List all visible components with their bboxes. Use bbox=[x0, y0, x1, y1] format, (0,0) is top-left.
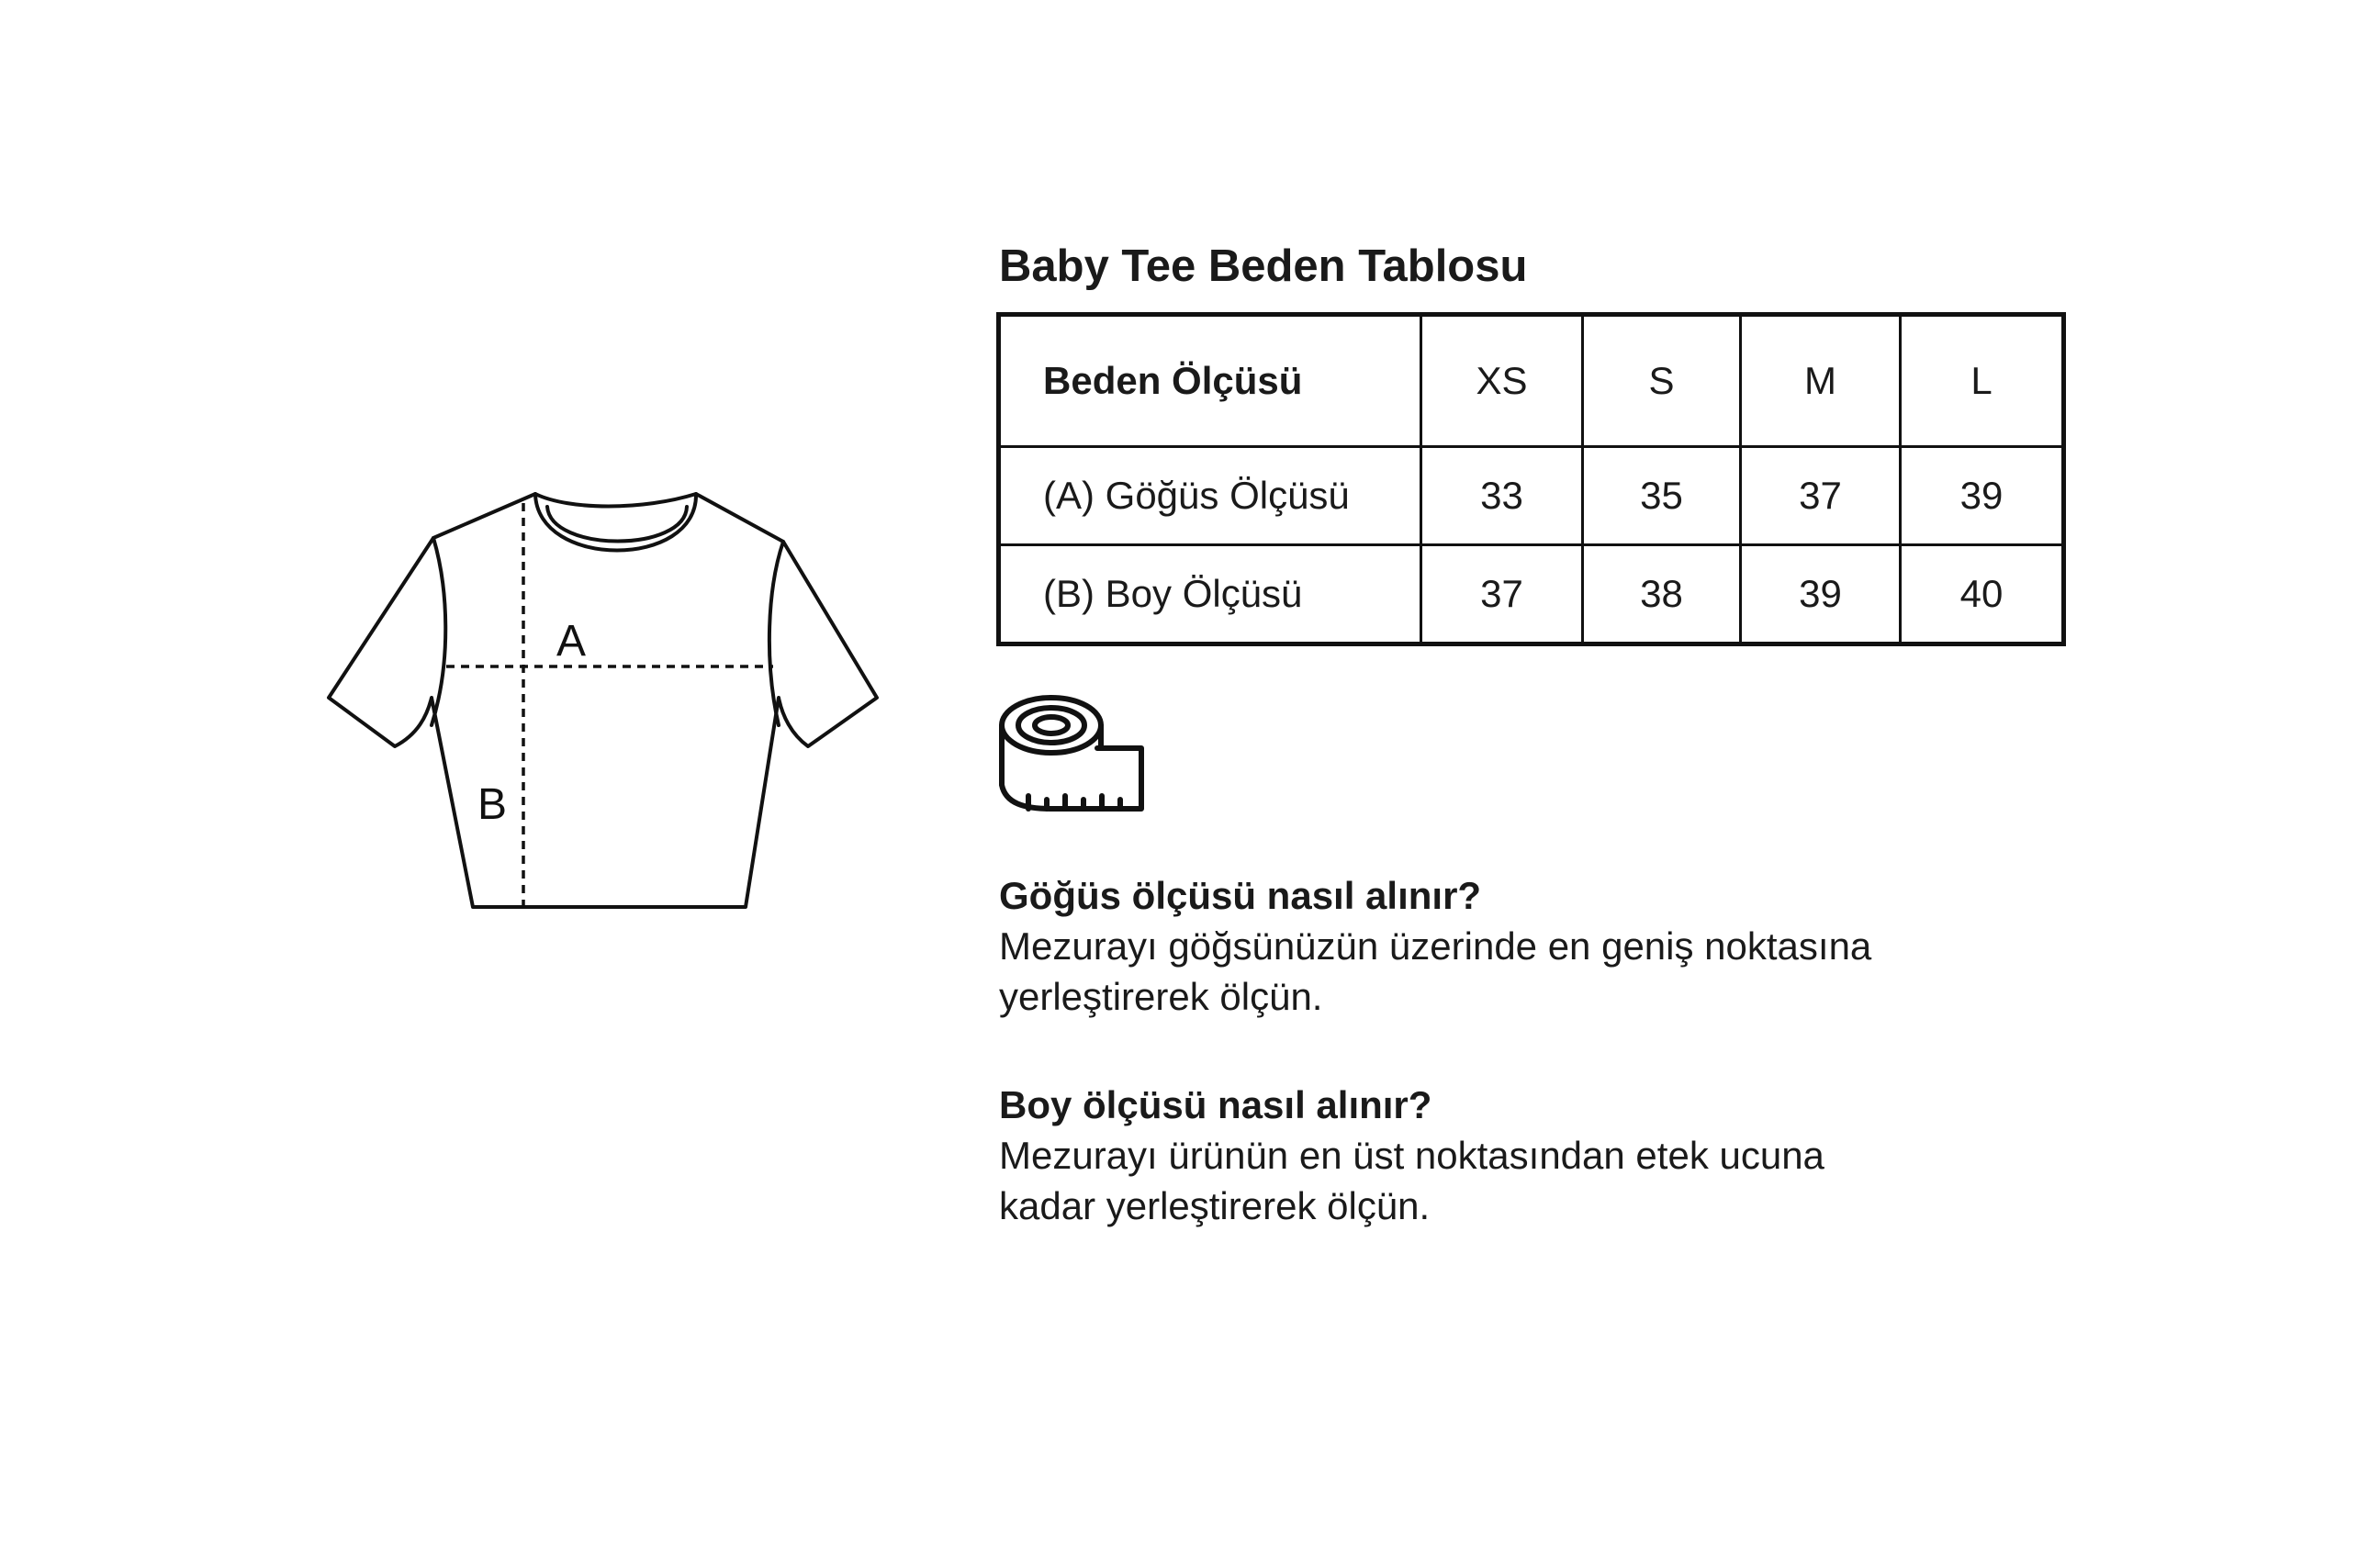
label-b: B bbox=[477, 780, 508, 829]
chest-answer-line-2: yerleştirerek ölçün. bbox=[999, 975, 1323, 1018]
length-answer-line-2: kadar yerleştirerek ölçün. bbox=[999, 1184, 1431, 1227]
table-row bbox=[999, 545, 2064, 644]
row-label: (A) Göğüs Ölçüsü bbox=[999, 447, 1421, 545]
length-answer-line-1: Mezurayı ürünün en üst noktasından etek ucuna bbox=[999, 1134, 1824, 1177]
length-question: Boy ölçüsü nasıl alınır? bbox=[999, 1083, 1432, 1126]
table-cell: 33 bbox=[1421, 447, 1583, 545]
table-cell: 39 bbox=[1901, 447, 2064, 545]
table-cell: 40 bbox=[1901, 545, 2064, 644]
neckline-inner bbox=[547, 507, 687, 542]
chest-question: Göğüs ölçüsü nasıl alınır? bbox=[999, 874, 1482, 917]
row-label: (B) Boy Ölçüsü bbox=[999, 545, 1421, 644]
tshirt-diagram bbox=[312, 477, 891, 936]
left-sleeve-seam bbox=[432, 538, 445, 725]
table-header-row bbox=[999, 315, 2064, 447]
size-l: L bbox=[1901, 315, 2064, 447]
table-row bbox=[999, 447, 2064, 545]
length-instruction bbox=[999, 1080, 2055, 1231]
size-table bbox=[996, 312, 2066, 646]
chest-instruction bbox=[999, 870, 2055, 1022]
right-sleeve-seam bbox=[769, 542, 783, 725]
size-m: M bbox=[1741, 315, 1901, 447]
size-s: S bbox=[1583, 315, 1741, 447]
label-a: A bbox=[556, 617, 587, 666]
measuring-tape-icon bbox=[996, 693, 1148, 817]
table-cell: 38 bbox=[1583, 545, 1741, 644]
header-label: Beden Ölçüsü bbox=[999, 315, 1421, 447]
page-title: Baby Tee Beden Tablosu bbox=[999, 241, 1528, 291]
tshirt-outline bbox=[329, 494, 877, 907]
table-cell: 37 bbox=[1421, 545, 1583, 644]
size-xs: XS bbox=[1421, 315, 1583, 447]
table-cell: 39 bbox=[1741, 545, 1901, 644]
table-cell: 37 bbox=[1741, 447, 1901, 545]
chest-answer-line-1: Mezurayı göğsünüzün üzerinde en geniş noktasına bbox=[999, 924, 1872, 968]
table-cell: 35 bbox=[1583, 447, 1741, 545]
